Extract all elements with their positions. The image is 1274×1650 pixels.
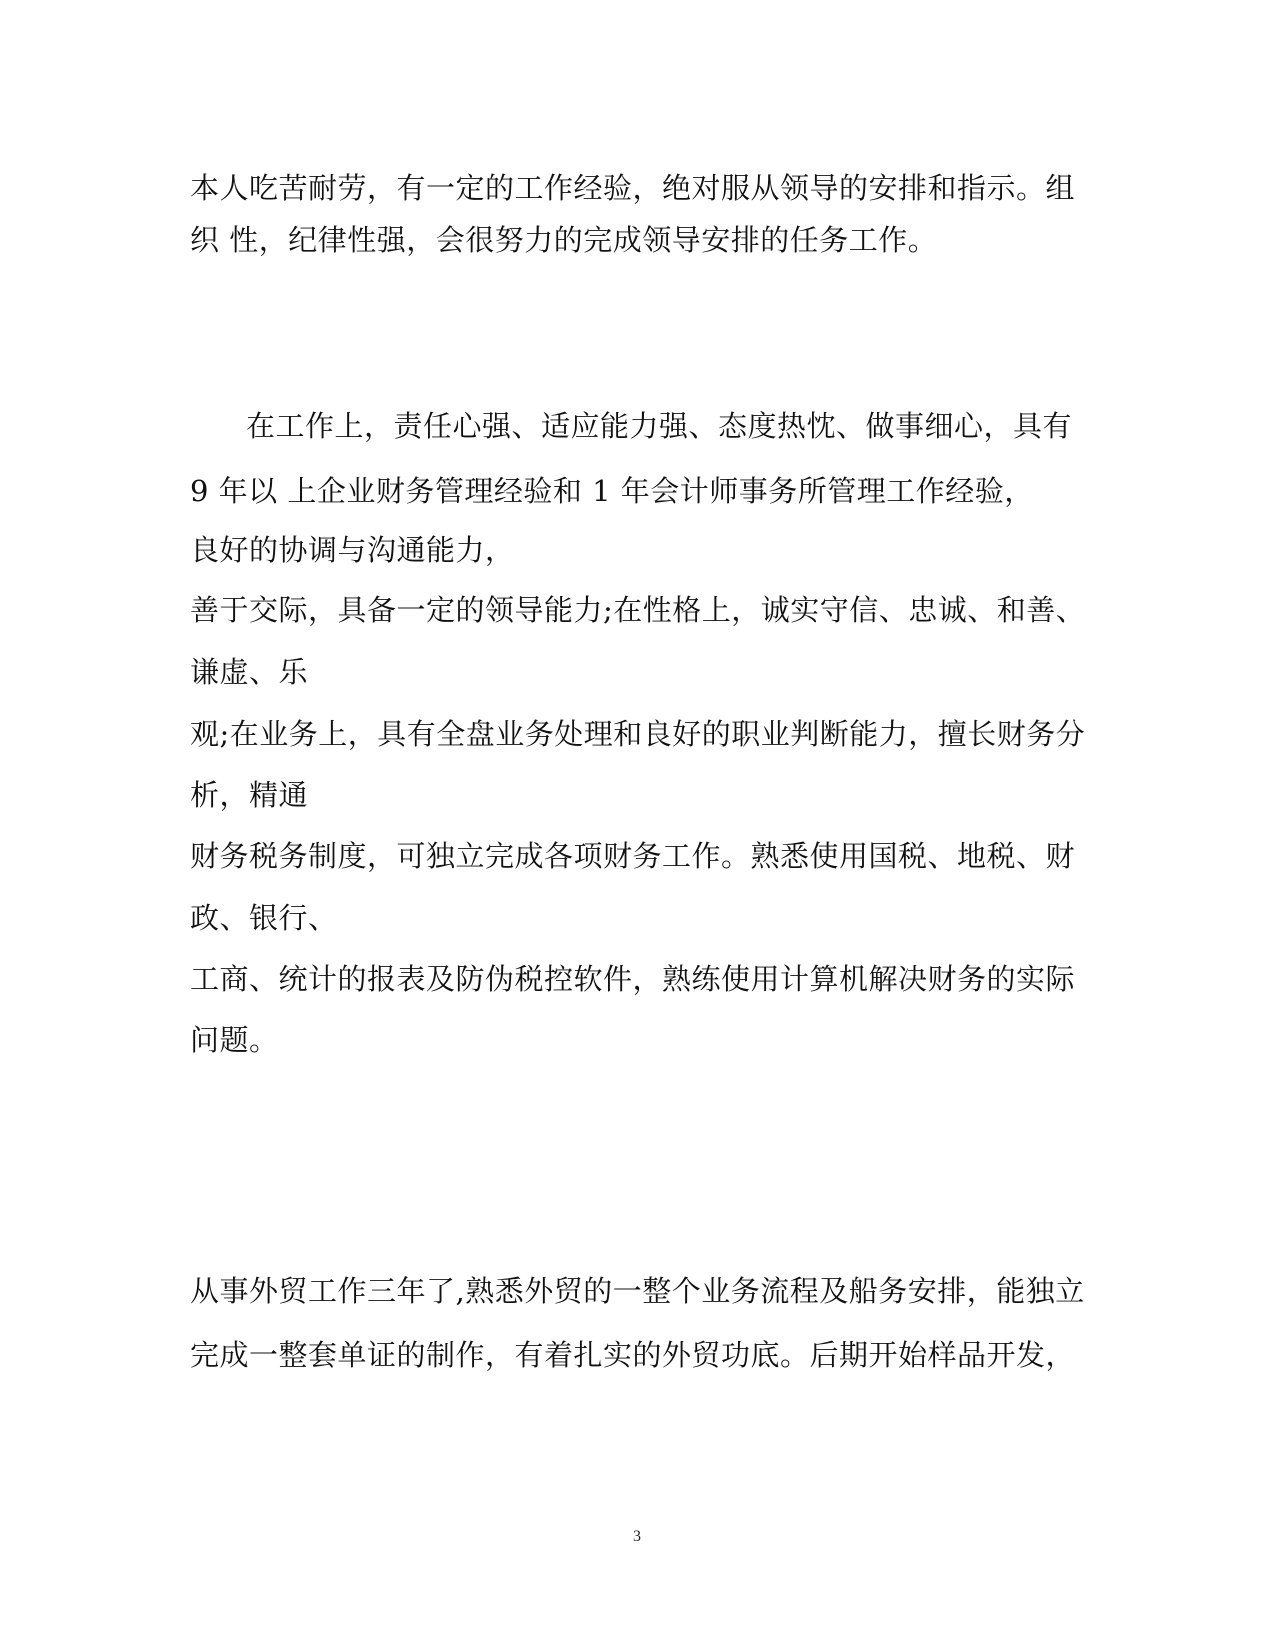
paragraph-2-line-8: 财务税务制度，可独立完成各项财务工作。熟悉使用国税、地税、财 — [190, 839, 1076, 873]
paragraph-2-line-7: 析，精通 — [190, 778, 309, 812]
paragraph-2-line-2: 9 年以 上企业财务管理经验和 1 年会计师事务所管理工作经验， — [190, 474, 1034, 508]
paragraph-2-line-1: 在工作上，责任心强、适应能力强、态度热忱、做事细心，具有 — [246, 409, 1073, 443]
paragraph-3-line-1: 从事外贸工作三年了,熟悉外贸的一整个业务流程及船务安排，能独立 — [190, 1274, 1085, 1308]
paragraph-2-line-11: 问题。 — [190, 1023, 279, 1057]
paragraph-1-line-1: 本人吃苦耐劳，有一定的工作经验，绝对服从领导的安排和指示。组 — [190, 171, 1076, 205]
paragraph-2-line-3: 良好的协调与沟通能力， — [190, 533, 515, 567]
paragraph-2-line-6: 观;在业务上，具有全盘业务处理和良好的职业判断能力，擅长财务分 — [190, 717, 1086, 751]
paragraph-2-line-10: 工商、统计的报表及防伪税控软件，熟练使用计算机解决财务的实际 — [190, 962, 1076, 996]
paragraph-2-line-4: 善于交际，具备一定的领导能力;在性格上，诚实守信、忠诚、和善、 — [190, 593, 1086, 627]
page-number: 3 — [633, 1528, 641, 1545]
paragraph-2-line-5: 谦虚、乐 — [190, 655, 309, 689]
paragraph-2-line-9: 政、银行、 — [190, 901, 338, 935]
paragraph-3-line-2: 完成一整套单证的制作，有着扎实的外贸功底。后期开始样品开发， — [190, 1338, 1076, 1372]
paragraph-1-line-2: 织 性，纪律性强，会很努力的完成领导安排的任务工作。 — [190, 223, 938, 257]
